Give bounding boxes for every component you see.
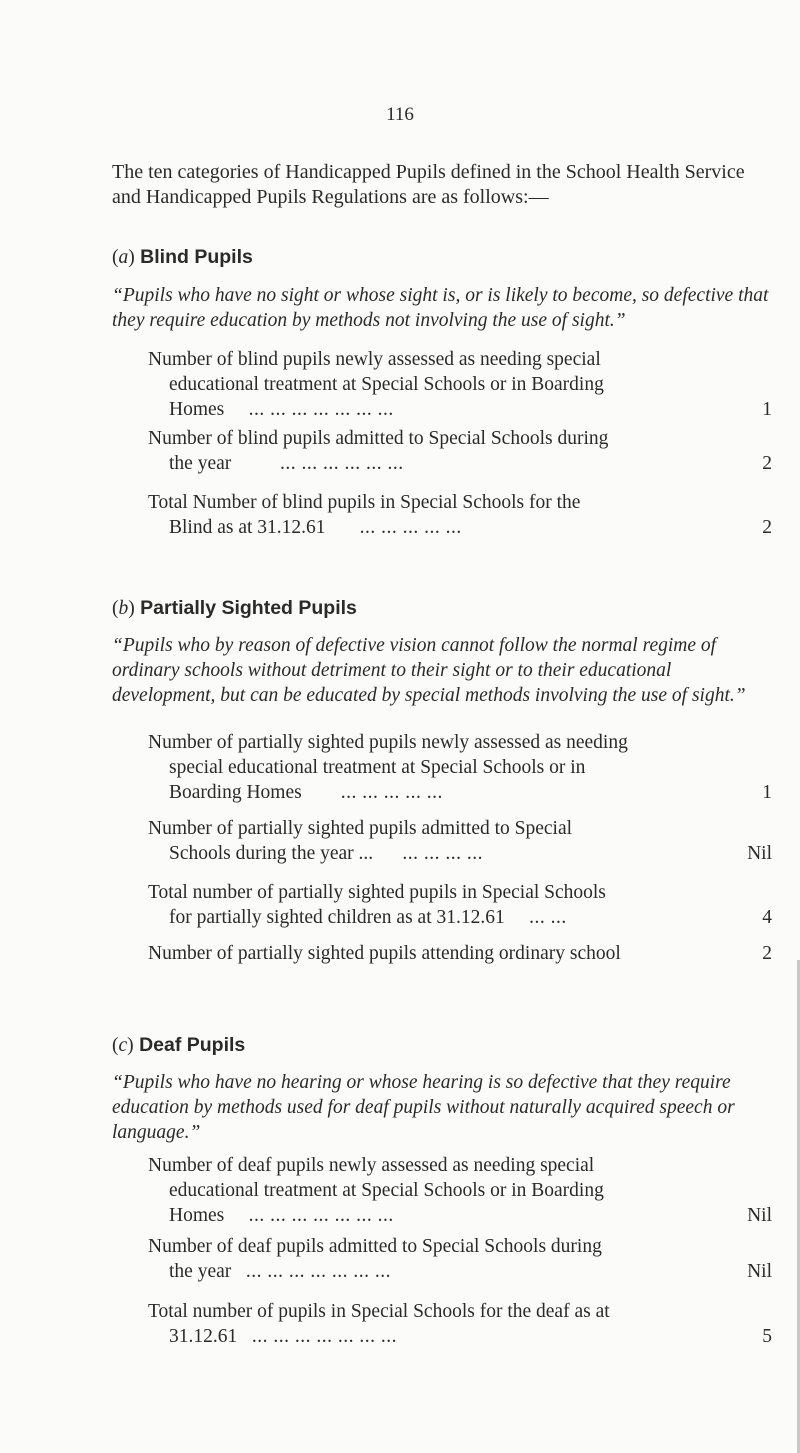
section-letter: a bbox=[118, 247, 129, 268]
entry-value: 2 bbox=[762, 453, 772, 474]
section-title: Deaf Pupils bbox=[139, 1034, 246, 1056]
entry-blind-total: Total Number of blind pupils in Special Schools for the Blind as at 31.12.61 ... ... ... ... ... 2 bbox=[148, 492, 772, 538]
entry-partial-newly-assessed: Number of partially sighted pupils newly assessed as needing special educational treatment at Special Schools or in Boarding Homes ... ... ... ... ... 1 bbox=[148, 732, 772, 803]
entry-partial-admitted: Number of partially sighted pupils admitted to Special Schools during the year ... ... ... ... ... Nil bbox=[148, 818, 772, 864]
section-definition: “Pupils who by reason of defective vision cannot follow the normal regime of ordinary schools without detriment to their sight or to their educational development, but can be educated by special methods involving the use of sight.” bbox=[112, 635, 746, 706]
entry-value: 5 bbox=[762, 1326, 772, 1347]
section-definition: “Pupils who have no hearing or whose hearing is so defective that they require education by methods used for deaf pupils without naturally acquired speech or language.” bbox=[112, 1072, 735, 1143]
section-letter: b bbox=[118, 598, 129, 619]
section-title: Blind Pupils bbox=[140, 246, 253, 268]
section-letter: c bbox=[118, 1035, 128, 1056]
section-title: Partially Sighted Pupils bbox=[140, 597, 357, 619]
entry-partial-total: Total number of partially sighted pupils in Special Schools for partially sighted children as at 31.12.61 ... ... 4 bbox=[148, 882, 772, 928]
entry-partial-ordinary-school: Number of partially sighted pupils attending ordinary school 2 bbox=[148, 943, 772, 964]
entry-deaf-admitted: Number of deaf pupils admitted to Special Schools during the year ... ... ... ... ... ... ... Nil bbox=[148, 1236, 772, 1282]
entry-value: Nil bbox=[747, 1261, 772, 1282]
entry-value: 2 bbox=[762, 943, 772, 964]
section-heading-blind: (a) Blind Pupils bbox=[112, 246, 253, 268]
section-heading-deaf: (c) Deaf Pupils bbox=[112, 1034, 246, 1056]
section-definition: “Pupils who have no sight or whose sight is, or is likely to become, so defective that they require education by methods not involving the use of sight.” bbox=[112, 285, 769, 331]
entry-value: 1 bbox=[762, 782, 772, 803]
entry-value: 1 bbox=[762, 399, 772, 420]
entry-blind-newly-assessed: Number of blind pupils newly assessed as needing special educational treatment at Special Schools or in Boarding Homes ... ... ... ... ... ... ... 1 bbox=[148, 349, 772, 420]
section-heading-partially-sighted: (b) Partially Sighted Pupils bbox=[112, 597, 357, 619]
entry-blind-admitted: Number of blind pupils admitted to Special Schools during the year ... ... ... ... ... ... 2 bbox=[148, 428, 772, 474]
page-number: 116 bbox=[386, 104, 414, 125]
entry-deaf-total: Total number of pupils in Special Schools for the deaf as at 31.12.61 ... ... ... ... ... ... ... 5 bbox=[148, 1301, 772, 1347]
entry-value: Nil bbox=[747, 1205, 772, 1226]
entry-value: 2 bbox=[762, 517, 772, 538]
entry-value: 4 bbox=[762, 907, 772, 928]
entry-deaf-newly-assessed: Number of deaf pupils newly assessed as needing special educational treatment at Special Schools or in Boarding Homes ... ... ... ... ... ... ... Nil bbox=[148, 1155, 772, 1226]
entry-value: Nil bbox=[747, 843, 772, 864]
intro-paragraph: The ten categories of Handicapped Pupils defined in the School Health Service and Handicapped Pupils Regulations are as follows:— bbox=[112, 161, 745, 208]
